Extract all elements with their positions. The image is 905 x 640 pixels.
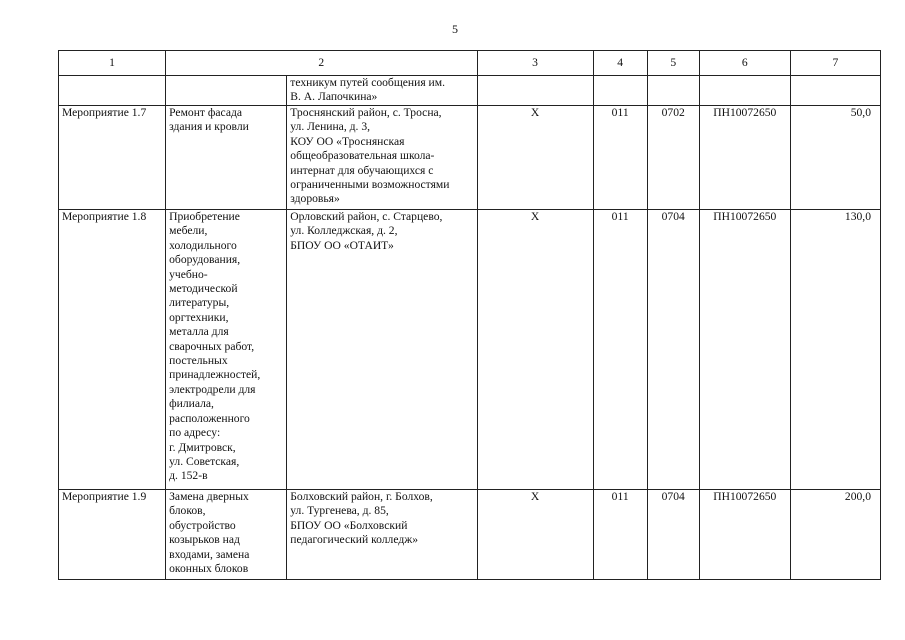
table-row xyxy=(59,210,881,490)
col7-cell: 50,0 xyxy=(790,106,880,210)
header-cell-7: 7 xyxy=(790,51,880,76)
continuation-description-cell xyxy=(166,76,287,106)
col6-cell: ПН10072650 xyxy=(699,490,790,580)
col4-cell: 011 xyxy=(593,106,647,210)
col4-cell: 011 xyxy=(593,490,647,580)
event-cell: Мероприятие 1.7 xyxy=(59,106,166,210)
header-cell-4: 4 xyxy=(593,51,647,76)
col3-cell: X xyxy=(477,490,593,580)
col3-cell: X xyxy=(477,210,593,490)
col5-cell: 0704 xyxy=(647,210,699,490)
event-cell: Мероприятие 1.8 xyxy=(59,210,166,490)
col7-cell: 200,0 xyxy=(790,490,880,580)
header-cell-5: 5 xyxy=(647,51,699,76)
header-cell-2: 2 xyxy=(166,51,477,76)
col6-cell: ПН10072650 xyxy=(699,106,790,210)
continuation-col4-cell xyxy=(593,76,647,106)
event-cell: Мероприятие 1.9 xyxy=(59,490,166,580)
continuation-event-cell xyxy=(59,76,166,106)
location-cell: Троснянский район, с. Тросна, ул. Ленина, д. 3, КОУ ОО «Троснянская общеобразовательная школа- интернат для обучающихся с ограниченными возможностями здоровья» xyxy=(287,106,477,210)
col5-cell: 0702 xyxy=(647,106,699,210)
location-cell: Орловский район, с. Старцево, ул. Колледжская, д. 2, БПОУ ОО «ОТАИТ» xyxy=(287,210,477,490)
description-cell: Приобретение мебели, холодильного оборудования, учебно- методической литературы, оргтехники, металла для сварочных работ, постельных принадлежностей, электродрели для филиала, расположенного по адресу: г. Дмитровск, ул. Советская, д. 152-в xyxy=(166,210,287,490)
header-cell-6: 6 xyxy=(699,51,790,76)
header-cell-3: 3 xyxy=(477,51,593,76)
col3-cell: X xyxy=(477,106,593,210)
table-header-row xyxy=(59,51,881,76)
continuation-col6-cell xyxy=(699,76,790,106)
description-cell: Замена дверных блоков, обустройство козырьков над входами, замена оконных блоков xyxy=(166,490,287,580)
page-number: 5 xyxy=(452,22,458,36)
continuation-col5-cell xyxy=(647,76,699,106)
header-cell-1: 1 xyxy=(59,51,166,76)
budget-table xyxy=(58,50,881,580)
col4-cell: 011 xyxy=(593,210,647,490)
col7-cell: 130,0 xyxy=(790,210,880,490)
description-cell: Ремонт фасада здания и кровли xyxy=(166,106,287,210)
continuation-location-cell: техникум путей сообщения им. В. А. Лапочкина» xyxy=(287,76,477,106)
continuation-col3-cell xyxy=(477,76,593,106)
continuation-col7-cell xyxy=(790,76,880,106)
col6-cell: ПН10072650 xyxy=(699,210,790,490)
table-row-continuation xyxy=(59,76,881,106)
col5-cell: 0704 xyxy=(647,490,699,580)
location-cell: Болховский район, г. Болхов, ул. Тургенева, д. 85, БПОУ ОО «Болховский педагогический колледж» xyxy=(287,490,477,580)
table-row xyxy=(59,106,881,210)
table-row xyxy=(59,490,881,580)
